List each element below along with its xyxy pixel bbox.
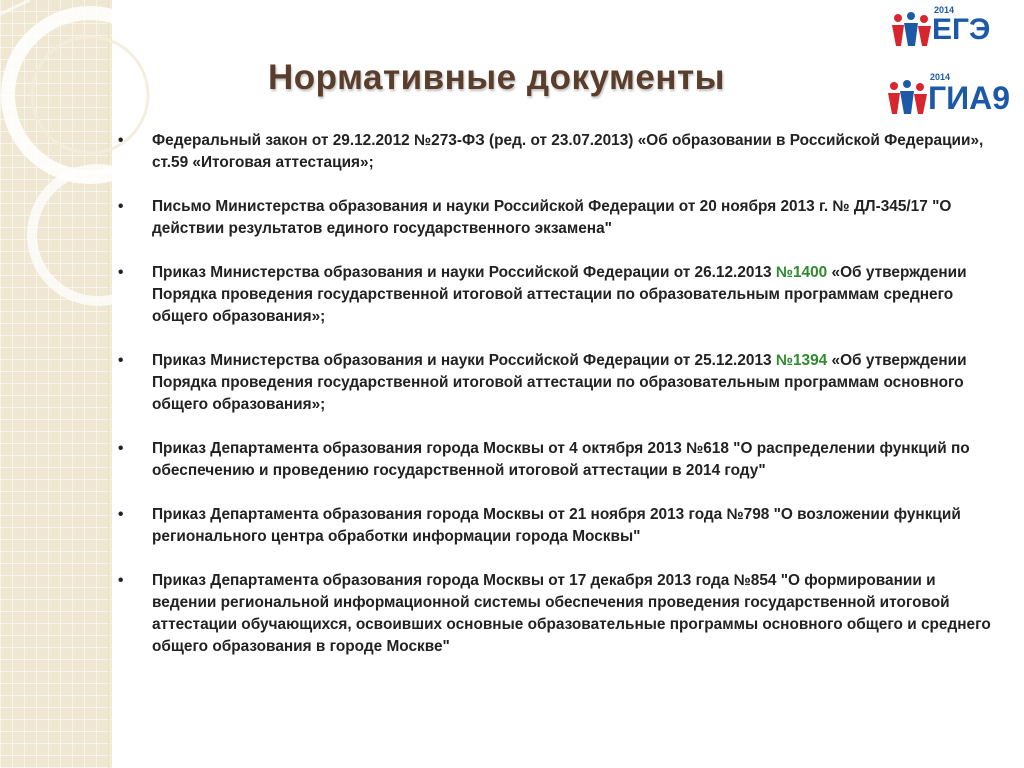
list-item [118, 350, 998, 416]
list-item [118, 262, 998, 328]
document-text: Приказ Министерства образования и науки Российской Федерации от 25.12.2013 [152, 352, 776, 369]
document-text: Приказ Министерства образования и науки Российской Федерации от 26.12.2013 [152, 264, 776, 281]
bullet: • [118, 506, 124, 523]
people-figures-icon [886, 76, 930, 120]
list-item [118, 570, 998, 658]
list-item [118, 130, 998, 174]
page-title: Нормативные документы [268, 58, 726, 97]
document-text: Письмо Министерства образования и науки Российской Федерации от 20 ноября 2013 г. № ДЛ-345/17 "О действии результатов единого государственного экзамена" [152, 198, 952, 237]
bullet: • [118, 132, 124, 149]
document-text: «Об утверждении Порядка проведения государственной итоговой аттестации по образовательным программам основного общего образования»; [152, 352, 967, 413]
list-item [118, 438, 998, 482]
document-text: Приказ Департамента образования города Москвы от 21 ноября 2013 года №798 "О возложении функций регионального центра обработки информации города Москвы" [152, 506, 961, 545]
documents-list [118, 130, 998, 680]
ege-logo-year: 2014 [934, 5, 955, 15]
document-number: №1394 [775, 352, 828, 369]
gia-logo-year: 2014 [930, 72, 951, 82]
bullet: • [118, 352, 124, 369]
bullet: • [118, 198, 124, 215]
gia-logo-label: ГИА9 [928, 80, 1011, 116]
bullet: • [118, 264, 124, 281]
people-figures-icon [890, 8, 934, 52]
bullet: • [118, 440, 124, 457]
document-text: Федеральный закон от 29.12.2012 №273-ФЗ (ред. от 23.07.2013) «Об образовании в Российской Федерации», ст.59 «Итоговая аттестация»; [152, 132, 984, 171]
ege-logo-label: ЕГЭ [932, 13, 991, 46]
ege-logo-text [932, 5, 991, 46]
list-item [118, 504, 998, 548]
document-number: №1400 [775, 264, 828, 281]
document-text: Приказ Департамента образования города Москвы от 17 декабря 2013 года №854 "О формировании и ведении региональной информационной системы обеспечения проведения государственной итоговой аттестации обучающихся, освоивших основные образовательные программы основного общего и среднего общего образования в городе Москве" [152, 572, 991, 655]
bullet: • [118, 572, 124, 589]
gia-logo [886, 72, 1011, 120]
gia-logo-text [928, 72, 1011, 116]
ege-logo [890, 5, 991, 52]
document-text: Приказ Департамента образования города Москвы от 4 октября 2013 №618 "О распределении функций по обеспечению и проведению государственной итоговой аттестации в 2014 году" [152, 440, 970, 479]
list-item [118, 196, 998, 240]
document-text: «Об утверждении Порядка проведения государственной итоговой аттестации по образовательным программам среднего общего образования»; [152, 264, 967, 325]
